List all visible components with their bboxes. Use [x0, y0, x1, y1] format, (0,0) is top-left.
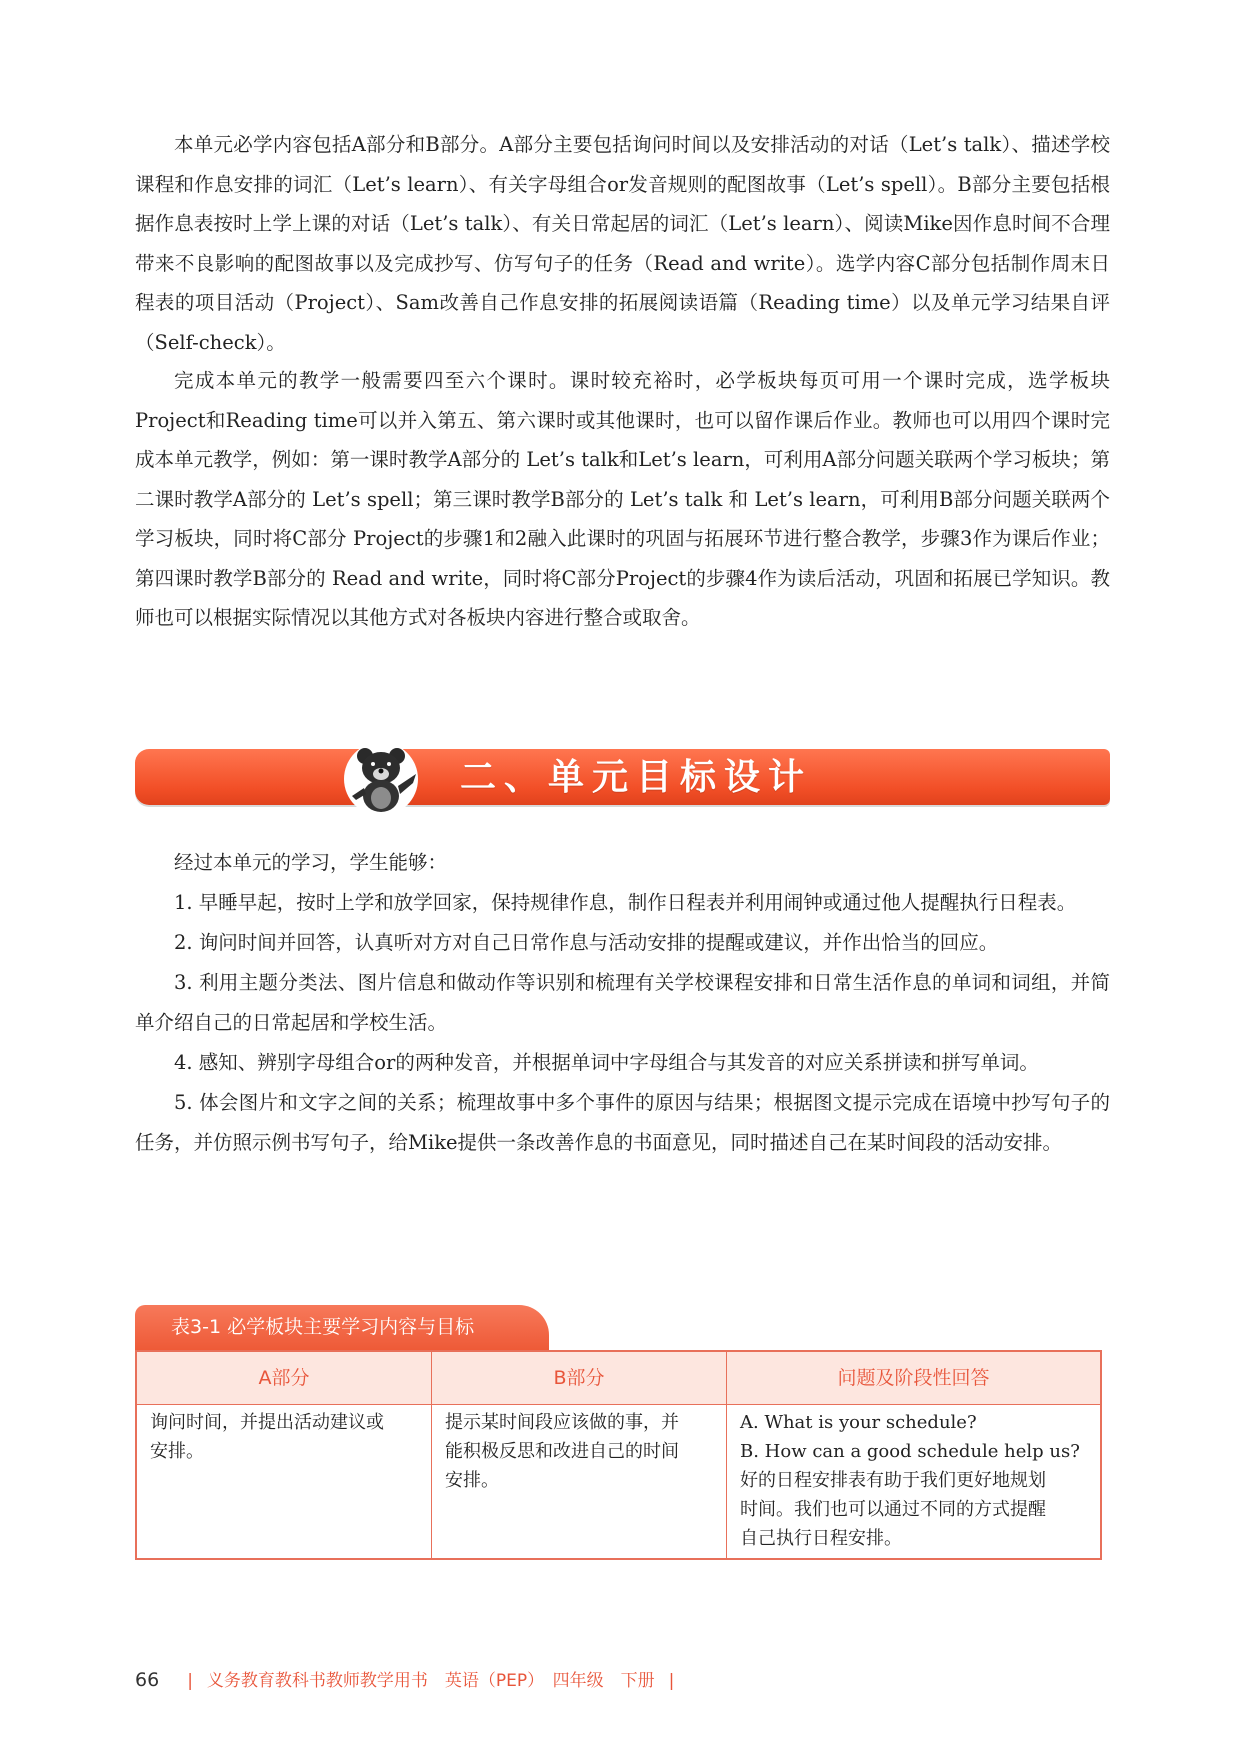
goal-item: 3. 利用主题分类法、图片信息和做动作等识别和梳理有关学校课程安排和日常生活作息的单词和词组，并简单介绍自己的日常起居和学校生活。	[135, 971, 1110, 1034]
table-caption: 表3-1 必学板块主要学习内容与目标	[135, 1305, 549, 1350]
cell-line: 好的日程安排表有助于我们更好地规划	[740, 1470, 1046, 1491]
content-table	[135, 1350, 1102, 1560]
footer-divider: |	[187, 1671, 193, 1691]
header-a-part: A部分	[258, 1367, 310, 1389]
header-questions: 问题及阶段性回答	[837, 1367, 990, 1389]
book-title: 义务教育教科书教师教学用书 英语（PEP） 四年级 下册	[206, 1671, 655, 1691]
goals-list	[135, 843, 1110, 1163]
cell-b-part	[445, 1408, 717, 1495]
page-footer	[135, 1668, 674, 1693]
cell-line: 时间。我们也可以通过不同的方式提醒	[740, 1499, 1046, 1520]
cell-a-part	[150, 1408, 420, 1466]
goal-item: 5. 体会图片和文字之间的关系；梳理故事中多个事件的原因与结果；根据图文提示完成在语境中抄写句子的任务，并仿照示例书写句子，给Mike提供一条改善作息的书面意见，同时描述自己在某时间段的活动安排。	[135, 1091, 1110, 1154]
intro-paragraph-1: 本单元必学内容包括A部分和B部分。A部分主要包括询问时间以及安排活动的对话（Let’s talk）、描述学校课程和作息安排的词汇（Let’s learn）、有关字母组合or发音规则的配图故事（Let’s spell）。B部分主要包括根据作息表按时上学上课的对话（Let’s talk）、有关日常起居的词汇（Let’s learn）、阅读Mike因作息时间不合理带来不良影响的配图故事以及完成抄写、仿写句子的任务（Read and write）。选学内容C部分包括制作周末日程表的项目活动（Project）、Sam改善自己作息安排的拓展阅读语篇（Reading time）以及单元学习结果自评（Self-check）。	[135, 133, 1110, 354]
goal-item: 2. 询问时间并回答，认真听对方对自己日常作息与活动安排的提醒或建议，并作出恰当的回应。	[174, 931, 999, 954]
cell-questions	[740, 1408, 1095, 1553]
cell-line: A. What is your schedule?	[740, 1412, 977, 1433]
cell-line: 安排。	[150, 1441, 204, 1462]
bear-mascot-icon	[340, 736, 422, 818]
header-b-part: B部分	[553, 1367, 605, 1389]
goal-item: 1. 早睡早起，按时上学和放学回家，保持规律作息，制作日程表并利用闹钟或通过他人提醒执行日程表。	[174, 891, 1077, 914]
goals-lead: 经过本单元的学习，学生能够：	[174, 851, 448, 874]
page-number: 66	[135, 1669, 160, 1691]
intro-paragraph-2: 完成本单元的教学一般需要四至六个课时。课时较充裕时，必学板块每页可用一个课时完成，选学板块Project和Reading time可以并入第五、第六课时或其他课时，也可以留作课后作业。教师也可以用四个课时完成本单元教学，例如：第一课时教学A部分的 Let’s talk和Let’s learn，可利用A部分问题关联两个学习板块；第二课时教学A部分的 Let’s spell；第三课时教学B部分的 Let’s talk 和 Let’s learn，可利用B部分问题关联两个学习板块，同时将C部分 Project的步骤1和2融入此课时的巩固与拓展环节进行整合教学，步骤3作为课后作业；第四课时教学B部分的 Read and write，同时将C部分Project的步骤4作为读后活动，巩固和拓展已学知识。教师也可以根据实际情况以其他方式对各板块内容进行整合或取舍。	[135, 369, 1110, 629]
footer-divider: |	[668, 1671, 675, 1691]
cell-line: 能积极反思和改进自己的时间	[445, 1441, 679, 1462]
cell-line: B. How can a good schedule help us?	[740, 1441, 1080, 1462]
goal-item: 4. 感知、辨别字母组合or的两种发音，并根据单词中字母组合与其发音的对应关系拼读和拼写单词。	[174, 1051, 1039, 1074]
cell-line: 询问时间，并提出活动建议或	[150, 1412, 384, 1433]
cell-line: 自己执行日程安排。	[740, 1528, 902, 1549]
cell-line: 提示某时间段应该做的事，并	[445, 1412, 679, 1433]
section-title: 二、单元目标设计	[460, 756, 813, 798]
cell-line: 安排。	[445, 1470, 499, 1491]
